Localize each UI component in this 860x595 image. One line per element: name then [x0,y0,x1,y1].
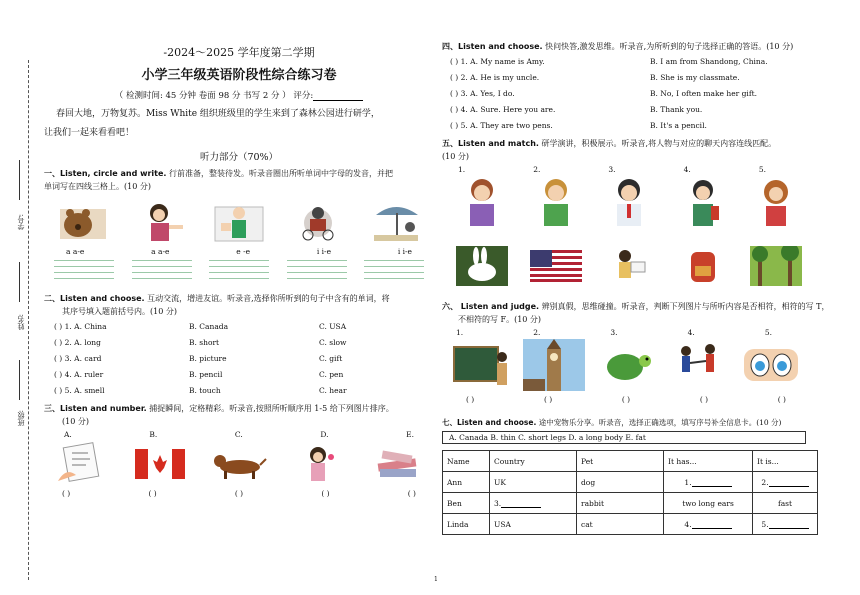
section-6-title [442,300,842,326]
s2-c[interactable]: C. pen [319,369,344,379]
info-card-table [442,450,818,535]
boy-thumbsup-icon [213,199,265,243]
rabbit-icon[interactable] [456,246,508,286]
s2-c[interactable]: C. slow [319,337,347,347]
teacher-blackboard-icon [450,339,512,391]
table-cell: cat [577,514,664,535]
s4-b[interactable]: B. It's a pencil. [650,120,707,130]
table-cell: Ben [443,493,490,514]
s1-option[interactable]: i i-e [397,247,412,256]
table-cell: USA [490,514,577,535]
four-line-grid[interactable] [209,260,269,282]
answer-paren[interactable]: ( ) [777,395,786,404]
s2-b[interactable]: B. pencil [189,369,223,379]
s2-b[interactable]: B. picture [189,353,227,363]
s4-a[interactable]: ( ) 2. A. He is my uncle. [450,72,540,82]
answer-paren[interactable]: ( ) [543,395,553,404]
s3-letter: C. [234,430,243,439]
four-line-grid[interactable] [287,260,347,282]
s5-num: 5. [758,165,766,174]
section-2-title [44,292,434,318]
s7-cn: 途中宠物乐分享。听录音，选择正确选项，填写序号补全信息卡。(10 分) [538,418,782,427]
s2-q[interactable]: ( ) 1. A. China [54,321,107,331]
s3-letter: E. [406,430,414,439]
student-id-label: 学号: [17,214,25,231]
girl-pointing-icon [135,199,187,243]
s2-en: 二、Listen and choose. [44,294,145,303]
four-line-grid[interactable] [132,260,192,282]
answer-paren[interactable]: ( ) [407,489,416,498]
answer-blank[interactable] [692,520,732,529]
s5-num: 4. [683,165,691,174]
blank-num: 1. [684,477,692,487]
table-row [443,514,818,535]
s6-en: 六、 Listen and judge. [442,302,540,311]
s1-option[interactable]: a a-e [151,247,170,256]
s4-b[interactable]: B. No, I often make her gift. [650,88,757,98]
list-item [450,53,842,69]
beach-umbrella-icon [370,199,422,243]
table-row [443,493,818,514]
blank-num: 3. [494,498,502,508]
table-header: It is... [753,451,818,472]
boy-reading-icon[interactable] [603,246,655,286]
turtle-icon [595,339,657,391]
s2-cn2: 其序号填入题前括号内。(10 分) [62,307,177,316]
list-item [450,69,842,85]
s2-c[interactable]: C. USA [319,321,347,331]
s6-answers [442,395,842,404]
blank-num: 5. [761,519,769,529]
cut-line [28,60,29,580]
usa-flag-icon[interactable] [530,246,582,286]
s7-options-box: A. Canada B. thin C. short legs D. a long body E. fat [442,431,806,444]
intro-line-2: 让我们一起来看看吧！ [44,128,135,138]
boy-backpack-icon[interactable] [677,176,729,228]
s6-numbers [442,328,842,337]
s4-a[interactable]: ( ) 4. A. Sure. Here you are. [450,104,556,114]
boy-purple-icon[interactable] [456,176,508,228]
s2-c[interactable]: C. gift [319,353,343,363]
table-cell: dog [577,472,664,493]
class-blank[interactable] [19,360,20,400]
table-cell-blank[interactable] [490,493,577,514]
s1-option[interactable]: a a-e [66,247,85,256]
blank-num: 4. [684,519,692,529]
s2-b[interactable]: B. short [189,337,220,347]
answer-blank[interactable] [501,499,541,508]
name-label: 姓名: [17,314,25,331]
s5-en: 五、Listen and match. [442,139,539,148]
exam-info-text: （ 检测时间: 45 分钟 卷面 98 分 书写 2 分 ） 评分: [114,91,314,101]
s6-num: 1. [456,328,464,337]
four-line-grid[interactable] [54,260,114,282]
table-cell-blank[interactable] [753,514,818,535]
answer-paren[interactable]: ( ) [621,395,631,404]
table-header-row [443,451,818,472]
s3-answers [44,489,434,498]
s5-people [442,176,842,228]
intro-line-1: 春回大地，万物复苏。Miss White 组织班级里的学生来到了森林公园进行研学， [56,109,380,119]
s1-cn2: 单词写在四线三格上。(10 分) [44,182,151,191]
left-column [44,40,434,498]
s5-num: 2. [533,165,541,174]
s1-en: 一、Listen, circle and write. [44,169,167,178]
section-5-title [442,137,842,163]
s5-cn2: (10 分) [442,152,469,161]
section-1-title [44,167,434,193]
girl-smelling-flower-icon [289,441,347,485]
class-label: 班级: [17,410,25,427]
s2-c[interactable]: C. hear [319,385,347,395]
answer-blank[interactable] [692,478,732,487]
list-item [54,382,434,398]
table-header: Name [443,451,490,472]
table-cell: two long ears [664,493,753,514]
list-item [450,85,842,101]
s5-things [442,246,842,286]
s6-num: 3. [610,328,618,337]
s6-num: 4. [687,328,695,337]
s4-questions [442,53,842,133]
table-cell-blank[interactable] [664,472,753,493]
s4-a[interactable]: ( ) 3. A. Yes, I do. [450,88,515,98]
section-7-title [442,416,842,429]
writing-card-icon [52,441,110,485]
big-ben-icon [523,339,585,391]
right-column [442,40,842,535]
s3-cn2: (10 分) [62,417,89,426]
s3-letters [44,430,434,439]
s1-option[interactable]: e -e [236,247,251,256]
answer-paren[interactable]: ( ) [466,395,475,404]
s4-a[interactable]: ( ) 1. A. My name is Amy. [450,56,545,66]
boy-green-icon[interactable] [530,176,582,228]
answer-paren[interactable]: ( ) [148,489,157,498]
student-id-blank[interactable] [19,160,20,200]
score-blank[interactable] [313,92,363,101]
table-cell-blank[interactable] [664,514,753,535]
answer-blank[interactable] [769,478,809,487]
blank-num: 2. [761,477,769,487]
list-item [54,350,434,366]
s2-cn: 互动交流，增进友谊。听录音,选择你所听到的句子中含有的单词，将 [147,294,390,303]
bear-icon [56,199,108,243]
table-header: Country [490,451,577,472]
s3-letter: D. [320,430,329,439]
biker-icon [292,199,344,243]
binding-strip [4,150,38,440]
forest-icon[interactable] [750,246,802,286]
table-header: Pet [577,451,664,472]
table-cell: fast [753,493,818,514]
table-row [443,472,818,493]
table-cell-blank[interactable] [753,472,818,493]
s2-q[interactable]: ( ) 3. A. card [54,353,102,363]
s2-q[interactable]: ( ) 2. A. long [54,337,101,347]
s1-options [44,247,434,256]
s4-cn: 快问快答,激发思维。听录音,为所听到的句子选择正确的答语。(10 分) [545,42,794,51]
table-cell: rabbit [577,493,664,514]
s3-pictures [44,441,434,485]
s6-num: 5. [764,328,772,337]
s6-pictures [442,339,842,391]
s4-a[interactable]: ( ) 5. A. They are two pens. [450,120,553,130]
s1-cn: 行前准备，整装待发。听录音圈出所听单词中字母的发音，并把 [169,169,394,178]
s2-q[interactable]: ( ) 4. A. ruler [54,369,104,379]
table-cell: UK [490,472,577,493]
s6-cn: 辨别真假，思维碰撞。听录音，判断下列图片与所听内容是否相符，相符的写 T， [541,302,830,311]
s5-numbers [442,165,842,174]
s2-q[interactable]: ( ) 5. A. smell [54,385,105,395]
s4-b[interactable]: B. Thank you. [650,104,703,114]
pulling-kids-icon [668,339,730,391]
s6-num: 2. [533,328,541,337]
books-icon [368,441,426,485]
s5-num: 1. [458,165,466,174]
s3-letter: B. [149,430,158,439]
s1-writing-lines [44,260,434,282]
s7-en: 七、Listen and choose. [442,418,537,427]
answer-paren[interactable]: ( ) [62,489,71,498]
eyes-icon [740,339,802,391]
s3-cn: 捕捉瞬间，定格精彩。听录音,按照所听顺序用 1-5 给下列图片排序。 [149,404,394,413]
listening-part-title: 听力部分（70%） [199,152,279,163]
list-item [450,117,842,133]
answer-blank[interactable] [769,520,809,529]
year-title: -2024～2025 学年度第二学期 [163,46,315,59]
answer-paren[interactable]: ( ) [321,489,330,498]
s5-cn: 研学演讲，积极展示。听录音,将人物与对应的聊天内容连线匹配。 [541,139,777,148]
list-item [54,366,434,382]
list-item [54,334,434,350]
table-header: It has... [664,451,753,472]
section-4-title [442,40,842,53]
list-item [450,101,842,117]
dachshund-icon [210,441,268,485]
s5-num: 3. [608,165,616,174]
s3-en: 三、Listen and number. [44,404,147,413]
s4-b[interactable]: B. She is my classmate. [650,72,740,82]
s2-b[interactable]: B. touch [189,385,221,395]
s3-letter: A. [64,430,72,439]
page-number: 1 [434,576,438,583]
s4-b[interactable]: B. I am from Shandong, China. [650,56,768,66]
section-3-title [44,402,434,428]
s2-b[interactable]: B. Canada [189,321,229,331]
page-title: 小学三年级英语阶段性综合练习卷 [141,68,337,83]
four-line-grid[interactable] [364,260,424,282]
exam-info [44,89,434,101]
boy-tie-icon[interactable] [603,176,655,228]
s1-option[interactable]: i i-e [316,247,332,256]
list-item [54,318,434,334]
answer-paren[interactable]: ( ) [699,395,709,404]
answer-paren[interactable]: ( ) [234,489,244,498]
s4-en: 四、Listen and choose. [442,42,543,51]
table-cell: Ann [443,472,490,493]
table-cell: Linda [443,514,490,535]
name-blank[interactable] [19,262,20,302]
s6-cn2: 不相符的写 F。(10 分) [458,315,542,324]
backpack-icon[interactable] [677,246,729,286]
canada-flag-icon [131,441,189,485]
s1-pictures [44,199,434,243]
s2-questions [44,318,434,398]
girl-red-icon[interactable] [750,176,802,228]
